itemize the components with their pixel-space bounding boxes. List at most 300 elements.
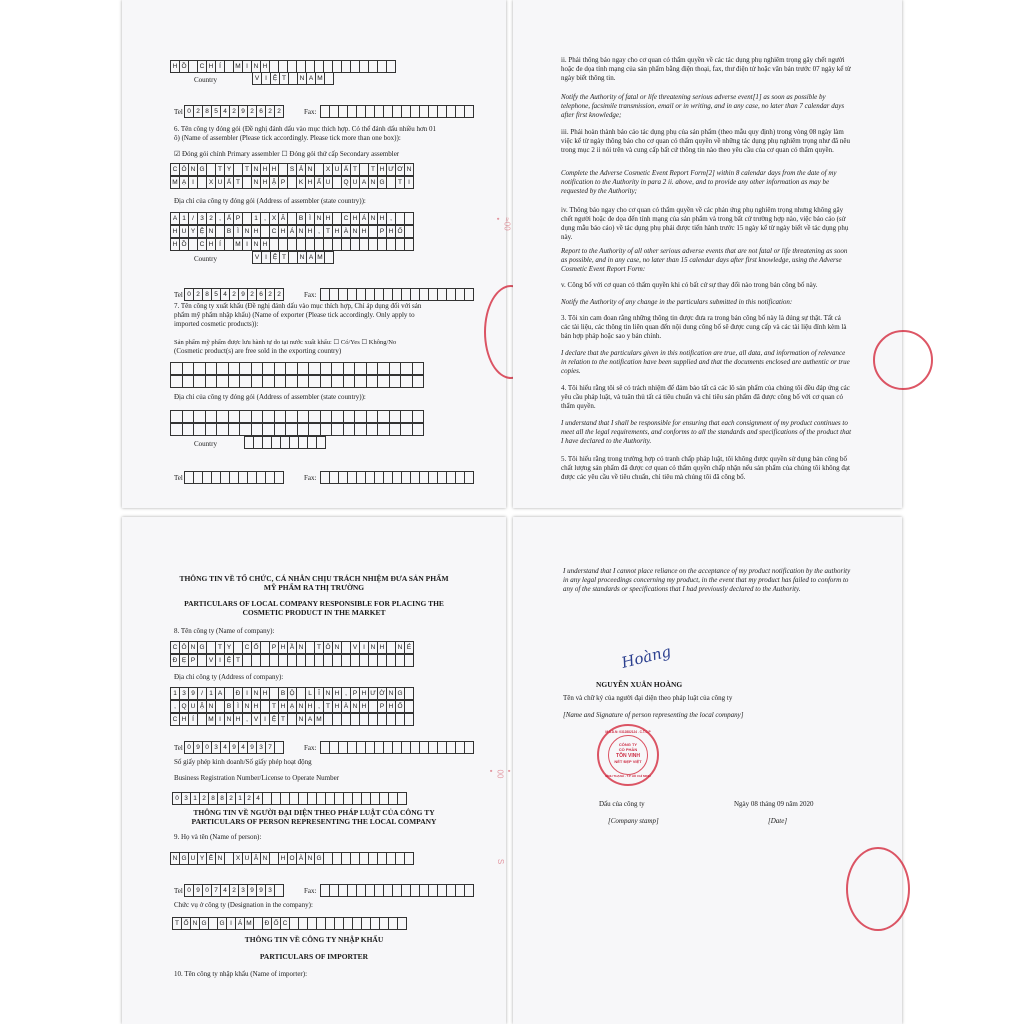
grid-cell: 1 xyxy=(180,213,189,224)
grid-cell: Ạ xyxy=(288,701,297,712)
grid-cell xyxy=(289,252,298,263)
grid-cell xyxy=(333,655,342,666)
grid-cell: / xyxy=(189,213,198,224)
grid-cell xyxy=(216,226,225,237)
grid-cell: M xyxy=(171,177,180,188)
grid-cell xyxy=(330,742,339,753)
grid-cell xyxy=(378,239,387,250)
position-grid xyxy=(172,917,407,930)
grid-cell xyxy=(330,289,339,300)
grid-cell: H xyxy=(378,642,387,653)
grid-cell xyxy=(266,472,275,483)
grid-cell xyxy=(429,472,438,483)
grid-cell: T xyxy=(280,252,289,263)
grid-cell xyxy=(298,411,310,422)
grid-cell: N xyxy=(252,164,261,175)
grid-cell: Ố xyxy=(396,701,405,712)
grid-cell: M xyxy=(234,61,243,72)
grid-cell: A xyxy=(306,714,315,725)
grid-country xyxy=(252,72,334,85)
grid-cell xyxy=(288,714,297,725)
grid-cell: M xyxy=(245,918,254,929)
grid-cell: T xyxy=(243,164,252,175)
grid-cell xyxy=(183,376,195,387)
importer-title-en: PARTICULARS OF IMPORTER xyxy=(259,952,369,961)
grid-cell xyxy=(447,289,456,300)
grid-cell xyxy=(344,424,356,435)
grid-cell: Ả xyxy=(297,164,306,175)
section-7-line1: 7. Tên công ty xuất khẩu (Đề nghị đánh dấu vào mục thích hợp, Chỉ áp dụng đối với sản xyxy=(174,302,422,310)
grid-cell xyxy=(263,793,272,804)
grid-cell xyxy=(206,411,218,422)
grid-cell: H xyxy=(261,177,270,188)
person-fax-grid[interactable] xyxy=(320,884,474,897)
exporter-address-grid-1[interactable] xyxy=(170,410,424,423)
importer-title-vn: THÔNG TIN VỀ CÔNG TY NHẬP KHẨU xyxy=(244,935,384,944)
grid-cell: Ổ xyxy=(252,642,261,653)
grid-cell: 3 xyxy=(182,793,191,804)
grid-cell: / xyxy=(198,688,207,699)
license-number-grid xyxy=(172,792,407,805)
grid-cell xyxy=(286,363,298,374)
grid-cell: N xyxy=(261,853,270,864)
exporter-grid-1[interactable] xyxy=(170,362,424,375)
grid-cell xyxy=(289,73,298,84)
grid-cell xyxy=(344,918,353,929)
tel-label-p3-2: Tel xyxy=(174,887,183,895)
tel-label-p3: Tel xyxy=(174,744,183,752)
grid-cell xyxy=(229,363,241,374)
person-tel-grid[interactable] xyxy=(184,884,284,897)
grid-cell xyxy=(324,853,333,864)
grid-cell xyxy=(288,61,297,72)
grid-cell xyxy=(357,106,366,117)
grid-cell xyxy=(357,885,366,896)
license-label-en: Business Registration Number/License to Operate Number xyxy=(174,774,340,782)
grid-cell: X xyxy=(270,213,279,224)
grid-cell xyxy=(252,411,264,422)
grid-cell xyxy=(355,376,367,387)
grid-cell xyxy=(275,424,287,435)
grid-cell xyxy=(194,424,206,435)
grid-cell: 2 xyxy=(194,289,203,300)
grid-cell: Í xyxy=(216,61,225,72)
grid-cell: B xyxy=(225,701,234,712)
grid-cell: H xyxy=(387,701,396,712)
grid-cell xyxy=(378,376,390,387)
grid-cell: L xyxy=(306,688,315,699)
grid-cell xyxy=(384,742,393,753)
grid-cell xyxy=(375,472,384,483)
grid-cell xyxy=(286,411,298,422)
grid-cell: H xyxy=(261,164,270,175)
grid-cell xyxy=(333,714,342,725)
grid-cell xyxy=(402,742,411,753)
grid-cell: 2 xyxy=(207,213,216,224)
grid-cell: 9 xyxy=(194,885,203,896)
grid-cell xyxy=(351,61,360,72)
grid-cell: Ố xyxy=(272,918,281,929)
partial-stamp-3 xyxy=(846,847,910,931)
assembler-address-label: Địa chỉ của công ty đóng gói (Address of assembler (state country)): xyxy=(174,197,366,205)
grid-cell: Y xyxy=(225,642,234,653)
grid-cell xyxy=(206,424,218,435)
grid-cell: N xyxy=(387,688,396,699)
grid-cell xyxy=(254,918,263,929)
grid-cell xyxy=(456,472,465,483)
grid-cell xyxy=(240,424,252,435)
stamp-label-en: [Company stamp] xyxy=(608,817,659,825)
grid-cell: À xyxy=(297,853,306,864)
grid-cell xyxy=(367,411,379,422)
grid-cell: N xyxy=(351,226,360,237)
grid-cell xyxy=(275,376,287,387)
grid-cell: B xyxy=(297,213,306,224)
grid-cell xyxy=(389,918,398,929)
grid-cell: H xyxy=(333,226,342,237)
grid-cell xyxy=(209,918,218,929)
grid-cell xyxy=(183,411,195,422)
grid-cell xyxy=(279,655,288,666)
grid-cell: T xyxy=(216,642,225,653)
grid-cell: Ì xyxy=(234,226,243,237)
grid-cell xyxy=(420,106,429,117)
grid-cell: B xyxy=(279,688,288,699)
grid-cell xyxy=(369,701,378,712)
grid-cell xyxy=(369,226,378,237)
grid-cell xyxy=(393,885,402,896)
grid-cell: O xyxy=(288,853,297,864)
grid-cell: T xyxy=(351,164,360,175)
grid-cell: Ấ xyxy=(342,164,351,175)
grid-cell xyxy=(438,289,447,300)
clause-iv-vn: iv. Thông báo ngay cho cơ quan có thẩm quyền về các phản ứng phụ nghiêm trọng nhưng không gây chết người hoặc đe dọa đến tính mạng của sản phẩm và trong bất cứ trường hợp nào, việc báo cáo (sử dụng mẫu báo cáo) về tác dụng phụ phải được tiến hành trước 15 ngày kể từ ngày biết về tác dụng phụ này. xyxy=(561,206,849,241)
grid-cell: P xyxy=(378,226,387,237)
exporter-address-grid-2[interactable] xyxy=(170,423,424,436)
grid-cell xyxy=(326,918,335,929)
clause-3-vn: 3. Tôi xin cam đoan rằng những thông tin được đưa ra trong bản công bố này là đúng sự thật. Tất cả các tài liệu, các thông tin liên quan đến nội dung công bố sẽ được cung cấp và các tài liệu đính kèm là bản hợp pháp hoặc sao y bản chính. xyxy=(561,314,847,340)
grid-cell xyxy=(411,742,420,753)
grid-cell xyxy=(263,363,275,374)
grid-cell xyxy=(306,655,315,666)
grid-cell xyxy=(411,885,420,896)
country-label-2: Country xyxy=(194,255,217,263)
grid-cell: I xyxy=(216,714,225,725)
grid-cell xyxy=(321,363,333,374)
assembler-type-options[interactable]: ☑ Đóng gói chính Primary assembler ☐ Đóng gói thứ cấp Secondary assembler xyxy=(174,150,400,158)
grid-cell: 9 xyxy=(239,106,248,117)
grid-cell xyxy=(299,918,308,929)
grid-cell xyxy=(288,177,297,188)
grid-cell: H xyxy=(261,239,270,250)
fax-grid[interactable] xyxy=(320,105,474,118)
grid-cell: N xyxy=(405,164,414,175)
grid-cell: H xyxy=(360,701,369,712)
local-company-title-en-2: COSMETIC PRODUCT IN THE MARKET xyxy=(242,608,386,617)
grid-cell xyxy=(360,239,369,250)
grid-cell xyxy=(402,289,411,300)
form-page-3 xyxy=(122,517,514,1024)
grid-cell xyxy=(438,742,447,753)
tel-grid-2[interactable] xyxy=(184,288,284,301)
grid-cell xyxy=(221,472,230,483)
grid-cell xyxy=(324,655,333,666)
grid-cell xyxy=(315,61,324,72)
grid-cell xyxy=(344,363,356,374)
grid-cell xyxy=(378,655,387,666)
grid-cell: É xyxy=(405,642,414,653)
representative-title-en: PARTICULARS OF PERSON REPRESENTING THE LOCAL COMPANY xyxy=(191,817,437,826)
company-address-grid-2 xyxy=(170,700,414,713)
grid-cell: Ầ xyxy=(288,642,297,653)
grid-cell xyxy=(281,437,290,448)
grid-cell xyxy=(342,239,351,250)
local-company-title-vn-2: MỸ PHẨM RA THỊ TRƯỜNG xyxy=(263,583,365,592)
grid-cell xyxy=(355,424,367,435)
grid-cell: 6 xyxy=(257,106,266,117)
grid-cell: 9 xyxy=(194,742,203,753)
fax-label: Fax: xyxy=(304,108,317,116)
grid-cell xyxy=(369,239,378,250)
tel-label: Tel xyxy=(174,108,183,116)
grid-cell: N xyxy=(324,688,333,699)
grid-cell: H xyxy=(333,688,342,699)
grid-cell: Q xyxy=(180,701,189,712)
grid-cell xyxy=(420,742,429,753)
clause-ii-en: Notify the Authority of fatal or life threatening serious adverse event[1] as soon as possible by telephone, facsimile transmission, email or in writing, and in any case, no later than 7 calendar days after first knowledge; xyxy=(561,93,845,119)
grid-cell: U xyxy=(351,177,360,188)
stamp-label-vn: Dấu của công ty xyxy=(599,800,645,808)
grid-cell xyxy=(447,472,456,483)
grid-cell: 0 xyxy=(185,885,194,896)
clause-4-en: I understand that I shall be responsible for ensuring that each consignment of my product continues to meet all the legal requirements, and conforms to all the standards and specifications of the product that I have declared to the Authority. xyxy=(561,419,852,445)
grid-cell: 1 xyxy=(236,793,245,804)
grid-cell xyxy=(198,177,207,188)
section-9-label: 9. Họ và tên (Name of person): xyxy=(174,833,262,841)
grid-cell: I xyxy=(360,642,369,653)
country-grid-3[interactable] xyxy=(244,436,326,449)
company-address-grid-3 xyxy=(170,713,414,726)
grid-cell: 7 xyxy=(212,885,221,896)
company-stamp: M.S.D.N: 0312882124 . C.T.C.P CÔNG TY CỔ PHẦN TÔN VINH NÉT ĐẸP VIỆT BÌNH THẠNH - T.P HỒ CHÍ MINH xyxy=(597,724,659,786)
company-fax-grid[interactable] xyxy=(320,741,474,754)
grid-cell: Ư xyxy=(369,688,378,699)
grid-cell: N xyxy=(252,61,261,72)
grid-cell xyxy=(348,106,357,117)
grid-cell: C xyxy=(281,918,290,929)
grid-cell: 0 xyxy=(203,742,212,753)
tel-label-3: Tel xyxy=(174,474,183,482)
grid-cell: 0 xyxy=(185,742,194,753)
clause-4-vn: 4. Tôi hiểu rằng tôi sẽ có trách nhiệm để đảm bảo tất cả các lô sản phẩm của chúng tôi đều đáp ứng các yêu cầu pháp luật, và tuân thủ tất cả tiêu chuẩn và chỉ tiêu sản phẩm đã được công bố với cơ quan có thẩm quyền. xyxy=(561,384,850,410)
grid-cell xyxy=(369,714,378,725)
grid-cell: X xyxy=(234,853,243,864)
grid-cell xyxy=(348,472,357,483)
grid-cell xyxy=(225,853,234,864)
grid-cell xyxy=(325,252,334,263)
grid-cell xyxy=(286,424,298,435)
grid-cell: T xyxy=(234,655,243,666)
grid-cell: G xyxy=(180,853,189,864)
grid-cell: T xyxy=(324,226,333,237)
grid-cell: C xyxy=(198,239,207,250)
grid-cell xyxy=(297,61,306,72)
clause-iv-en: Report to the Authority of all other serious adverse events that are not fatal or life threatening as soon as possible, and in any case, no later than 15 calendar days after first knowledge, using the Adverse Cosmetic Event Report Form: xyxy=(561,247,848,273)
grid-cell: 9 xyxy=(257,885,266,896)
grid-cell xyxy=(335,918,344,929)
grid-cell xyxy=(375,742,384,753)
grid-cell: I xyxy=(405,177,414,188)
grid-cell: Ì xyxy=(234,701,243,712)
grid-cell: B xyxy=(225,226,234,237)
grid-cell: C xyxy=(171,642,180,653)
grid-cell: Ố xyxy=(396,226,405,237)
tel-grid-3[interactable] xyxy=(184,471,284,484)
company-tel-grid[interactable] xyxy=(184,741,284,754)
grid-cell: Ơ xyxy=(396,164,405,175)
country-label: Country xyxy=(194,76,217,84)
grid-cell xyxy=(308,793,317,804)
grid-cell xyxy=(357,742,366,753)
grid-cell xyxy=(456,106,465,117)
license-label-vn: Số giấy phép kinh doanh/Số giấy phép hoạt động xyxy=(174,758,312,766)
grid-cell: M xyxy=(316,73,325,84)
grid-cell xyxy=(378,714,387,725)
company-name-grid-1 xyxy=(170,641,414,654)
grid-cell: P xyxy=(378,701,387,712)
grid-cell: T xyxy=(280,73,289,84)
grid-cell: G xyxy=(198,164,207,175)
address-grid-2 xyxy=(170,225,414,238)
grid-cell: , xyxy=(243,714,252,725)
grid-cell xyxy=(317,437,326,448)
grid-cell: N xyxy=(207,226,216,237)
grid-cell xyxy=(229,411,241,422)
grid-cell xyxy=(387,642,396,653)
grid-cell: H xyxy=(252,701,261,712)
grid-cell: 4 xyxy=(239,742,248,753)
grid-cell: A xyxy=(216,688,225,699)
grid-cell: 3 xyxy=(180,688,189,699)
fax-label-p3: Fax: xyxy=(304,744,317,752)
grid-cell xyxy=(243,177,252,188)
free-sold-question[interactable]: Sản phẩm mỹ phẩm được lưu hành tự do tại nước xuất khẩu: ☐ Có/Yes ☐ Không/No xyxy=(174,339,397,346)
grid-cell: Ô xyxy=(180,642,189,653)
exporter-grid-2[interactable] xyxy=(170,375,424,388)
section-7-line2: phẩm mỹ phẩm nhập khẩu) (Name of exporter (Please tick accordingly. Only apply to xyxy=(174,311,415,319)
grid-cell: 2 xyxy=(266,289,275,300)
grid-cell: 2 xyxy=(200,793,209,804)
grid-cell xyxy=(360,61,369,72)
grid-cell: H xyxy=(351,213,360,224)
grid-cell xyxy=(405,655,414,666)
grid-cell xyxy=(465,289,474,300)
grid-cell: C xyxy=(198,61,207,72)
grid-cell: U xyxy=(324,177,333,188)
assembler-name-grid-1 xyxy=(170,163,414,176)
grid-cell xyxy=(348,289,357,300)
grid-cell xyxy=(405,853,414,864)
grid-cell xyxy=(288,655,297,666)
grid-cell xyxy=(333,61,342,72)
grid-cell xyxy=(332,424,344,435)
grid-cell xyxy=(288,213,297,224)
representative-title-vn: THÔNG TIN VỀ NGƯỜI ĐẠI DIỆN THEO PHÁP LUẬT CỦA CÔNG TY xyxy=(193,808,435,817)
grid-cell xyxy=(270,239,279,250)
grid-cell: À xyxy=(342,701,351,712)
tel-grid[interactable] xyxy=(184,105,284,118)
grid-cell xyxy=(355,411,367,422)
grid-cell: I xyxy=(243,61,252,72)
grid-cell: 2 xyxy=(230,885,239,896)
grid-cell: H xyxy=(279,853,288,864)
grid-cell xyxy=(290,793,299,804)
grid-cell: 4 xyxy=(221,106,230,117)
grid-cell xyxy=(171,363,183,374)
grid-cell: M xyxy=(207,714,216,725)
clause-iii-en: Complete the Adverse Cosmetic Event Report Form[2] within 8 calendar days from the date of my notification to the Authority in para 2 ii. above, and to provide any other information as may be requested by the Authority; xyxy=(561,169,837,195)
grid-cell: Ệ xyxy=(225,655,234,666)
grid-cell: 1 xyxy=(171,688,180,699)
grid-cell xyxy=(396,239,405,250)
grid-cell xyxy=(275,885,284,896)
grid-cell: 5 xyxy=(212,106,221,117)
grid-cell: U xyxy=(243,853,252,864)
grid-cell: G xyxy=(198,642,207,653)
grid-cell: 8 xyxy=(218,793,227,804)
grid-cell: 9 xyxy=(248,742,257,753)
grid-cell xyxy=(335,793,344,804)
grid-cell xyxy=(351,853,360,864)
grid-cell xyxy=(279,239,288,250)
grid-cell xyxy=(212,472,221,483)
grid-cell xyxy=(270,61,279,72)
grid-cell xyxy=(240,411,252,422)
grid-cell: 9 xyxy=(189,688,198,699)
grid-cell: N xyxy=(252,239,261,250)
grid-cell xyxy=(317,918,326,929)
grid-cell: N xyxy=(306,164,315,175)
grid-cell xyxy=(330,106,339,117)
grid-cell xyxy=(420,289,429,300)
grid-cell xyxy=(333,213,342,224)
grid-cell xyxy=(411,289,420,300)
grid-cell: 3 xyxy=(239,885,248,896)
fax-label-2: Fax: xyxy=(304,291,317,299)
grid-cell: , xyxy=(342,688,351,699)
grid-cell xyxy=(254,437,263,448)
fax-grid-2[interactable] xyxy=(320,288,474,301)
fax-grid-3[interactable] xyxy=(320,471,474,484)
grid-cell xyxy=(315,239,324,250)
grid-cell: H xyxy=(306,177,315,188)
free-sold-question-en: (Cosmetic product(s) are free sold in the exporting country) xyxy=(174,347,342,355)
grid-cell: 4 xyxy=(221,742,230,753)
grid-cell xyxy=(332,376,344,387)
grid-cell: , xyxy=(387,213,396,224)
grid-cell xyxy=(245,437,254,448)
company-address-grid-1 xyxy=(170,687,414,700)
grid-cell xyxy=(306,61,315,72)
grid-cell: Ô xyxy=(180,164,189,175)
grid-cell xyxy=(194,376,206,387)
grid-cell xyxy=(342,642,351,653)
grid-cell xyxy=(183,424,195,435)
grid-cell: , xyxy=(216,213,225,224)
grid-cell xyxy=(248,472,257,483)
grid-cell xyxy=(299,793,308,804)
grid-cell: T xyxy=(315,642,324,653)
